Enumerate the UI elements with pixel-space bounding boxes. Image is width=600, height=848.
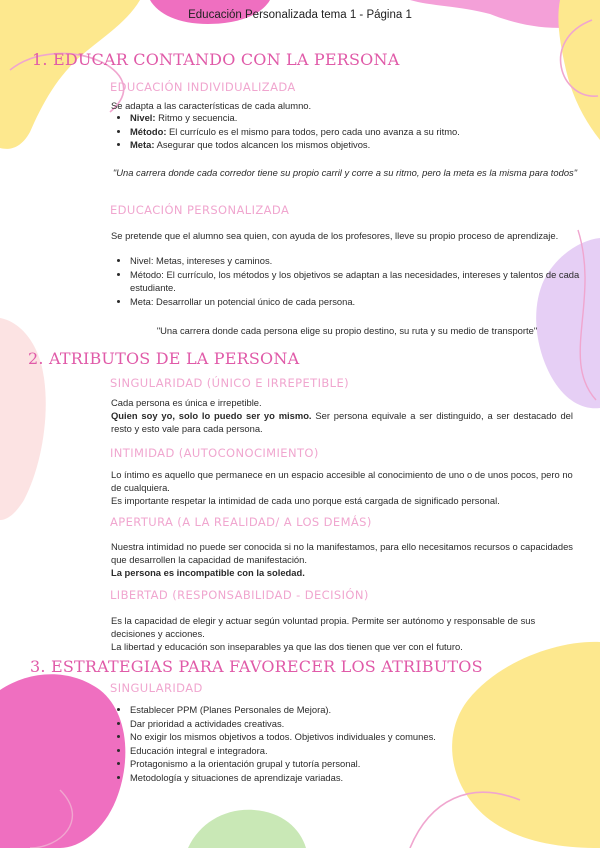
- intimacy-text: Lo íntimo es aquello que permanece en un espacio accesible al conocimiento de uno o de unos pocos, pero no de cualquiera. Es importante respetar la intimidad de cada uno porque está cargada de significado personal.: [111, 469, 573, 506]
- list-item: • Protagonismo a la orientación grupal y tutoría personal.: [130, 757, 590, 771]
- list-item: • Meta: Desarrollar un potencial único de cada persona.: [130, 295, 590, 309]
- list-item: • No exigir los mismos objetivos a todos. Objetivos individuales y comunes.: [130, 730, 590, 744]
- section-3-title: 3. ESTRATEGIAS PARA FAVORECER LOS ATRIBUTOS: [30, 657, 483, 676]
- personalized-list: [116, 254, 590, 308]
- list-item: • Método: El currículo, los métodos y los objetivos se adaptan a las necesidades, intereses y talentos de cada estudiante.: [130, 268, 590, 295]
- personalized-intro: Se pretende que el alumno sea quien, con ayuda de los profesores, lleve su propio proceso de aprendizaje.: [111, 230, 559, 241]
- intimacy-title: INTIMIDAD (AUTOCONOCIMIENTO): [110, 446, 319, 460]
- freedom-title: LIBERTAD (RESPONSABILIDAD - DECISIÓN): [110, 588, 369, 602]
- list-item: • Educación integral e integradora.: [130, 744, 590, 758]
- list-item: • Dar prioridad a actividades creativas.: [130, 717, 590, 731]
- personalized-quote: "Una carrera donde cada persona elige su propio destino, su ruta y su medio de transporte": [156, 325, 538, 336]
- individualized-intro: Se adapta a las características de cada alumno.: [111, 100, 312, 111]
- list-item: • Nivel: Ritmo y secuencia.: [130, 111, 590, 125]
- list-item: • Nivel: Metas, intereses y caminos.: [130, 254, 590, 268]
- personalized-education-title: EDUCACIÓN PERSONALIZADA: [110, 203, 290, 217]
- section-2-title: 2. ATRIBUTOS DE LA PERSONA: [28, 349, 300, 368]
- openness-title: APERTURA (A LA REALIDAD/ A LOS DEMÁS): [110, 515, 372, 529]
- individualized-list: [116, 111, 590, 152]
- strategies-singularity-title: SINGULARIDAD: [110, 681, 203, 695]
- singularity-text: Cada persona es única e irrepetible. Quien soy yo, solo lo puedo ser yo mismo. Ser persona equivale a ser distinguido, a ser destacado del resto y esto vale para cada persona.: [111, 397, 573, 434]
- individualized-quote: "Una carrera donde cada corredor tiene su propio carril y corre a su ritmo, pero la meta es la misma para todos": [112, 167, 578, 178]
- list-item: • Método: El currículo es el mismo para todos, pero cada uno avanza a su ritmo.: [130, 125, 590, 139]
- strategies-list: [116, 703, 590, 785]
- list-item: • Establecer PPM (Planes Personales de Mejora).: [130, 703, 590, 717]
- list-item: • Metodología y situaciones de aprendizaje variadas.: [130, 771, 590, 785]
- section-1-title: 1. EDUCAR CONTANDO CON LA PERSONA: [32, 50, 400, 69]
- singularity-title: SINGULARIDAD (ÚNICO E IRREPETIBLE): [110, 376, 350, 390]
- list-item: • Meta: Asegurar que todos alcancen los mismos objetivos.: [130, 138, 590, 152]
- page-header: Educación Personalizada tema 1 - Página 1: [188, 9, 412, 21]
- freedom-text: Es la capacidad de elegir y actuar según voluntad propia. Permite ser autónomo y responsable de sus decisiones y acciones. La libertad y educación son inseparables ya que las dos tienen que ver con el futuro.: [111, 615, 536, 652]
- openness-text: Nuestra intimidad no puede ser conocida si no la manifestamos, para ello necesitamos recursos o capacidades que desarrollen la capacidad de manifestación. La persona es incompatible con la soledad.: [111, 541, 573, 578]
- individualized-education-title: EDUCACIÓN INDIVIDUALIZADA: [110, 80, 296, 94]
